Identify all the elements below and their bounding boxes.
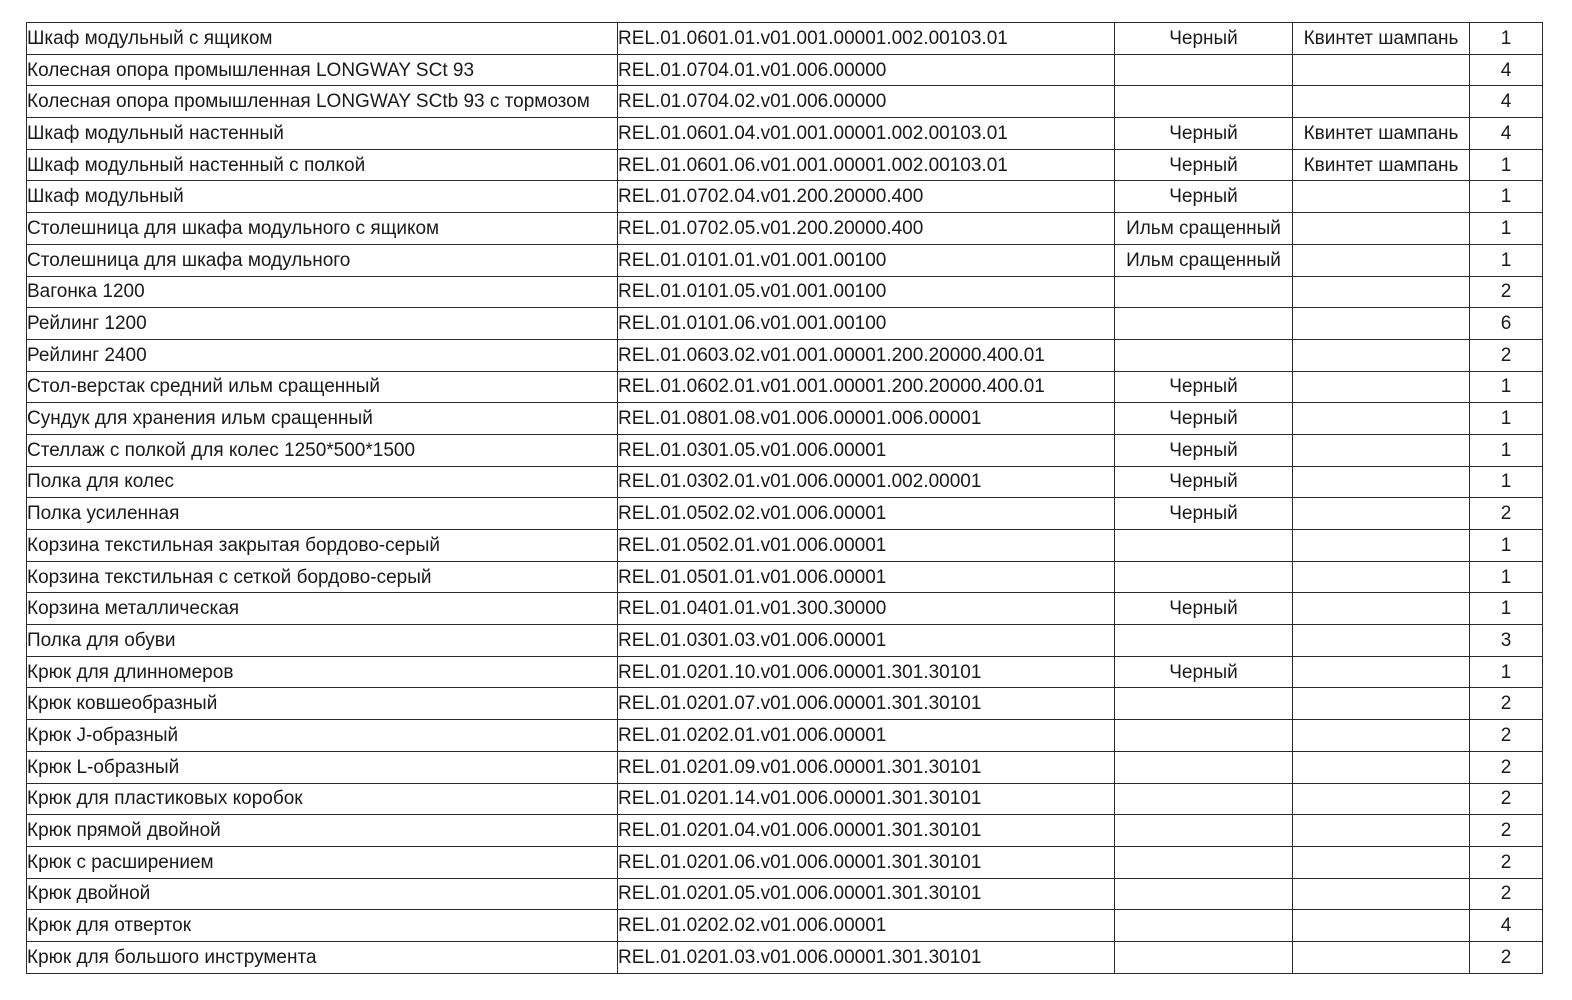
item-qty-cell: 1 — [1470, 466, 1543, 498]
item-color-cell: Ильм сращенный — [1115, 213, 1293, 245]
item-finish-cell — [1293, 783, 1470, 815]
item-qty-cell: 4 — [1470, 910, 1543, 942]
item-finish-cell — [1293, 244, 1470, 276]
item-color-cell — [1115, 688, 1293, 720]
item-code-cell: REL.01.0101.01.v01.001.00100 — [618, 244, 1115, 276]
table-row — [27, 498, 1543, 530]
table-row — [27, 308, 1543, 340]
item-qty-cell: 4 — [1470, 86, 1543, 118]
item-qty-cell: 2 — [1470, 783, 1543, 815]
item-qty-cell: 2 — [1470, 751, 1543, 783]
table-row — [27, 846, 1543, 878]
item-color-cell — [1115, 751, 1293, 783]
item-qty-cell: 2 — [1470, 941, 1543, 973]
item-qty-cell: 1 — [1470, 213, 1543, 245]
item-code-cell: REL.01.0301.05.v01.006.00001 — [618, 434, 1115, 466]
item-finish-cell — [1293, 54, 1470, 86]
table-row — [27, 213, 1543, 245]
item-color-cell: Черный — [1115, 181, 1293, 213]
table-row — [27, 118, 1543, 150]
item-name-cell: Полка для колес — [27, 466, 618, 498]
item-finish-cell — [1293, 688, 1470, 720]
item-color-cell: Черный — [1115, 593, 1293, 625]
item-color-cell: Черный — [1115, 656, 1293, 688]
item-finish-cell — [1293, 181, 1470, 213]
table-row — [27, 276, 1543, 308]
item-code-cell: REL.01.0502.01.v01.006.00001 — [618, 530, 1115, 562]
item-qty-cell: 1 — [1470, 181, 1543, 213]
item-finish-cell — [1293, 339, 1470, 371]
item-color-cell — [1115, 941, 1293, 973]
item-color-cell — [1115, 561, 1293, 593]
item-finish-cell: Квинтет шампань — [1293, 23, 1470, 55]
table-row — [27, 54, 1543, 86]
item-qty-cell: 2 — [1470, 688, 1543, 720]
table-row — [27, 941, 1543, 973]
item-finish-cell — [1293, 561, 1470, 593]
item-finish-cell: Квинтет шампань — [1293, 149, 1470, 181]
table-row — [27, 434, 1543, 466]
item-finish-cell — [1293, 815, 1470, 847]
item-color-cell: Ильм сращенный — [1115, 244, 1293, 276]
item-code-cell: REL.01.0702.05.v01.200.20000.400 — [618, 213, 1115, 245]
item-code-cell: REL.01.0401.01.v01.300.30000 — [618, 593, 1115, 625]
item-code-cell: REL.01.0201.07.v01.006.00001.301.30101 — [618, 688, 1115, 720]
item-qty-cell: 2 — [1470, 720, 1543, 752]
item-code-cell: REL.01.0301.03.v01.006.00001 — [618, 625, 1115, 657]
table-row — [27, 751, 1543, 783]
item-color-cell: Черный — [1115, 466, 1293, 498]
item-finish-cell — [1293, 276, 1470, 308]
item-code-cell: REL.01.0801.08.v01.006.00001.006.00001 — [618, 403, 1115, 435]
item-color-cell — [1115, 878, 1293, 910]
item-finish-cell — [1293, 498, 1470, 530]
item-color-cell — [1115, 276, 1293, 308]
item-qty-cell: 1 — [1470, 530, 1543, 562]
item-code-cell: REL.01.0101.06.v01.001.00100 — [618, 308, 1115, 340]
item-code-cell: REL.01.0601.04.v01.001.00001.002.00103.01 — [618, 118, 1115, 150]
table-row — [27, 720, 1543, 752]
item-code-cell: REL.01.0601.01.v01.001.00001.002.00103.01 — [618, 23, 1115, 55]
item-color-cell — [1115, 530, 1293, 562]
item-qty-cell: 2 — [1470, 498, 1543, 530]
table-row — [27, 593, 1543, 625]
item-finish-cell — [1293, 466, 1470, 498]
item-code-cell: REL.01.0201.09.v01.006.00001.301.30101 — [618, 751, 1115, 783]
item-finish-cell — [1293, 751, 1470, 783]
table-row — [27, 910, 1543, 942]
table-row — [27, 688, 1543, 720]
item-code-cell: REL.01.0502.02.v01.006.00001 — [618, 498, 1115, 530]
table-row — [27, 625, 1543, 657]
item-code-cell: REL.01.0602.01.v01.001.00001.200.20000.400.01 — [618, 371, 1115, 403]
item-code-cell: REL.01.0601.06.v01.001.00001.002.00103.01 — [618, 149, 1115, 181]
item-qty-cell: 2 — [1470, 846, 1543, 878]
table-row — [27, 23, 1543, 55]
item-finish-cell — [1293, 434, 1470, 466]
item-color-cell — [1115, 720, 1293, 752]
item-name-cell: Рейлинг 2400 — [27, 339, 618, 371]
table-row — [27, 878, 1543, 910]
table-row — [27, 371, 1543, 403]
item-name-cell: Шкаф модульный настенный с полкой — [27, 149, 618, 181]
item-name-cell: Колесная опора промышленная LONGWAY SCtb 93 с тормозом — [27, 86, 618, 118]
item-finish-cell — [1293, 941, 1470, 973]
item-finish-cell — [1293, 625, 1470, 657]
item-qty-cell: 2 — [1470, 815, 1543, 847]
item-qty-cell: 2 — [1470, 878, 1543, 910]
item-finish-cell — [1293, 878, 1470, 910]
item-qty-cell: 1 — [1470, 656, 1543, 688]
item-code-cell: REL.01.0702.04.v01.200.20000.400 — [618, 181, 1115, 213]
item-qty-cell: 2 — [1470, 339, 1543, 371]
item-name-cell: Крюк ковшеобразный — [27, 688, 618, 720]
item-name-cell: Корзина текстильная закрытая бордово-серый — [27, 530, 618, 562]
item-qty-cell: 1 — [1470, 371, 1543, 403]
item-name-cell: Крюк для отверток — [27, 910, 618, 942]
table-row — [27, 561, 1543, 593]
item-name-cell: Крюк J-образный — [27, 720, 618, 752]
item-code-cell: REL.01.0704.02.v01.006.00000 — [618, 86, 1115, 118]
spec-table-body — [27, 23, 1543, 974]
item-name-cell: Сундук для хранения ильм сращенный — [27, 403, 618, 435]
item-qty-cell: 1 — [1470, 23, 1543, 55]
item-name-cell: Колесная опора промышленная LONGWAY SCt 93 — [27, 54, 618, 86]
item-color-cell — [1115, 625, 1293, 657]
item-qty-cell: 6 — [1470, 308, 1543, 340]
table-row — [27, 656, 1543, 688]
table-row — [27, 815, 1543, 847]
item-finish-cell — [1293, 371, 1470, 403]
item-color-cell: Черный — [1115, 498, 1293, 530]
item-finish-cell — [1293, 403, 1470, 435]
item-color-cell — [1115, 783, 1293, 815]
item-qty-cell: 2 — [1470, 276, 1543, 308]
item-color-cell: Черный — [1115, 403, 1293, 435]
table-row — [27, 149, 1543, 181]
item-code-cell: REL.01.0704.01.v01.006.00000 — [618, 54, 1115, 86]
item-qty-cell: 1 — [1470, 561, 1543, 593]
item-qty-cell: 1 — [1470, 403, 1543, 435]
item-name-cell: Полка для обуви — [27, 625, 618, 657]
item-color-cell — [1115, 846, 1293, 878]
item-qty-cell: 1 — [1470, 149, 1543, 181]
item-name-cell: Корзина текстильная с сеткой бордово-серый — [27, 561, 618, 593]
spec-table — [26, 22, 1543, 974]
item-qty-cell: 3 — [1470, 625, 1543, 657]
item-code-cell: REL.01.0201.03.v01.006.00001.301.30101 — [618, 941, 1115, 973]
item-code-cell: REL.01.0202.02.v01.006.00001 — [618, 910, 1115, 942]
item-name-cell: Крюк для пластиковых коробок — [27, 783, 618, 815]
item-finish-cell — [1293, 656, 1470, 688]
item-name-cell: Столешница для шкафа модульного — [27, 244, 618, 276]
item-code-cell: REL.01.0603.02.v01.001.00001.200.20000.400.01 — [618, 339, 1115, 371]
item-color-cell — [1115, 86, 1293, 118]
item-name-cell: Рейлинг 1200 — [27, 308, 618, 340]
item-finish-cell — [1293, 86, 1470, 118]
table-row — [27, 466, 1543, 498]
item-code-cell: REL.01.0201.14.v01.006.00001.301.30101 — [618, 783, 1115, 815]
item-finish-cell — [1293, 910, 1470, 942]
table-row — [27, 86, 1543, 118]
item-code-cell: REL.01.0101.05.v01.001.00100 — [618, 276, 1115, 308]
item-color-cell — [1115, 308, 1293, 340]
item-qty-cell: 1 — [1470, 434, 1543, 466]
item-name-cell: Вагонка 1200 — [27, 276, 618, 308]
item-color-cell: Черный — [1115, 118, 1293, 150]
item-name-cell: Крюк двойной — [27, 878, 618, 910]
table-row — [27, 783, 1543, 815]
item-name-cell: Полка усиленная — [27, 498, 618, 530]
item-name-cell: Крюк прямой двойной — [27, 815, 618, 847]
item-color-cell — [1115, 339, 1293, 371]
item-color-cell: Черный — [1115, 434, 1293, 466]
item-color-cell — [1115, 54, 1293, 86]
item-code-cell: REL.01.0202.01.v01.006.00001 — [618, 720, 1115, 752]
item-name-cell: Столешница для шкафа модульного с ящиком — [27, 213, 618, 245]
item-name-cell: Шкаф модульный настенный — [27, 118, 618, 150]
item-qty-cell: 1 — [1470, 244, 1543, 276]
item-finish-cell — [1293, 846, 1470, 878]
item-qty-cell: 4 — [1470, 118, 1543, 150]
item-code-cell: REL.01.0501.01.v01.006.00001 — [618, 561, 1115, 593]
table-row — [27, 403, 1543, 435]
item-name-cell: Шкаф модульный — [27, 181, 618, 213]
item-name-cell: Корзина металлическая — [27, 593, 618, 625]
item-finish-cell: Квинтет шампань — [1293, 118, 1470, 150]
item-name-cell: Крюк для длинномеров — [27, 656, 618, 688]
item-name-cell: Шкаф модульный с ящиком — [27, 23, 618, 55]
table-row — [27, 530, 1543, 562]
item-name-cell: Крюк для большого инструмента — [27, 941, 618, 973]
spec-sheet — [26, 22, 1543, 974]
item-name-cell: Стол-верстак средний ильм сращенный — [27, 371, 618, 403]
table-row — [27, 181, 1543, 213]
table-row — [27, 339, 1543, 371]
item-code-cell: REL.01.0201.05.v01.006.00001.301.30101 — [618, 878, 1115, 910]
item-code-cell: REL.01.0201.10.v01.006.00001.301.30101 — [618, 656, 1115, 688]
item-code-cell: REL.01.0201.06.v01.006.00001.301.30101 — [618, 846, 1115, 878]
item-name-cell: Стеллаж с полкой для колес 1250*500*1500 — [27, 434, 618, 466]
item-color-cell: Черный — [1115, 23, 1293, 55]
item-color-cell — [1115, 910, 1293, 942]
item-color-cell: Черный — [1115, 371, 1293, 403]
item-code-cell: REL.01.0201.04.v01.006.00001.301.30101 — [618, 815, 1115, 847]
item-finish-cell — [1293, 593, 1470, 625]
item-color-cell: Черный — [1115, 149, 1293, 181]
item-name-cell: Крюк с расширением — [27, 846, 618, 878]
item-finish-cell — [1293, 530, 1470, 562]
item-name-cell: Крюк L-образный — [27, 751, 618, 783]
item-finish-cell — [1293, 720, 1470, 752]
item-qty-cell: 1 — [1470, 593, 1543, 625]
table-row — [27, 244, 1543, 276]
item-color-cell — [1115, 815, 1293, 847]
item-finish-cell — [1293, 213, 1470, 245]
item-qty-cell: 4 — [1470, 54, 1543, 86]
item-code-cell: REL.01.0302.01.v01.006.00001.002.00001 — [618, 466, 1115, 498]
item-finish-cell — [1293, 308, 1470, 340]
